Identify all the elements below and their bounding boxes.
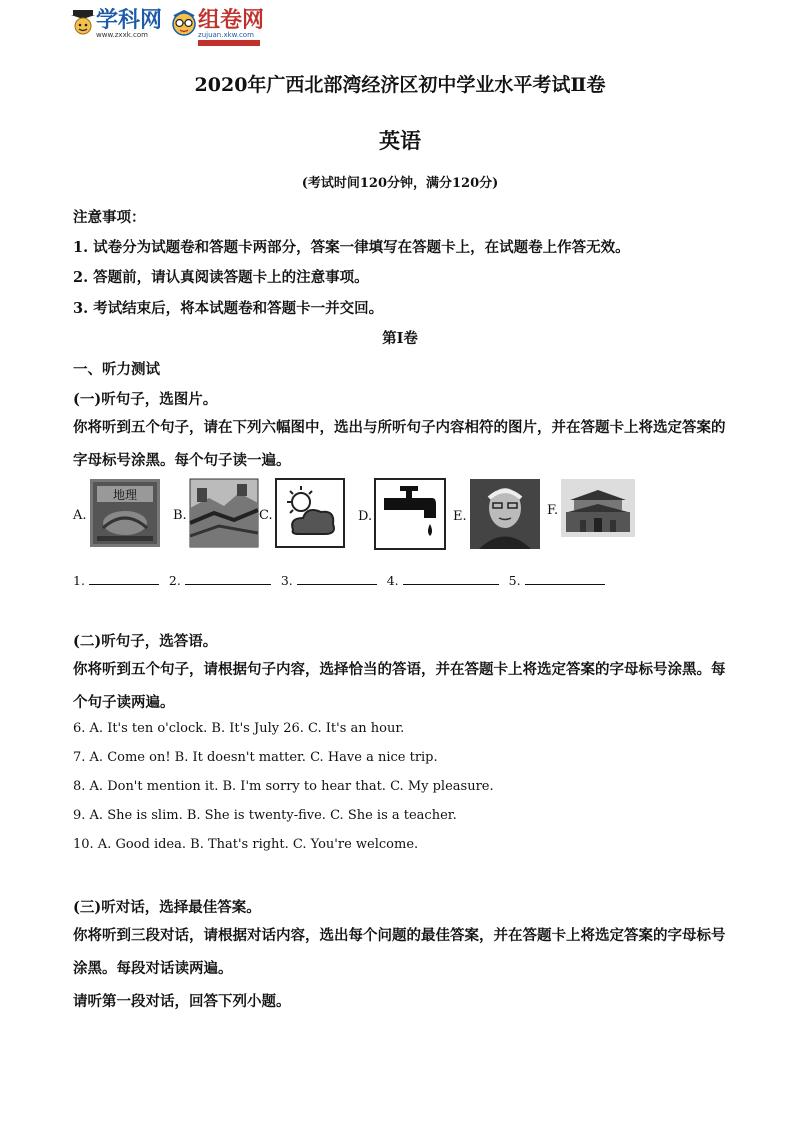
zxxk-logo-text: 学科网 <box>96 8 163 33</box>
answer-blank-5[interactable]: 5. <box>509 572 605 588</box>
part3-instructions: 你将听到三段对话，请根据对话内容，选出每个问题的最佳答案，并在答题卡上将选定答案的字母标号涂黑。每段对话读两遍。 <box>73 927 726 977</box>
picture-option-a[interactable] <box>73 478 161 548</box>
volume-title: 第I卷 <box>382 330 418 347</box>
question-9: 9. A. She is slim. B. She is twenty-five. C. She is a teacher. <box>73 808 457 823</box>
zujuan-logo-url: zujuan.xkw.com <box>198 31 254 39</box>
zxxk-logo[interactable] <box>70 8 162 39</box>
great-wall-icon <box>189 478 259 548</box>
question-7: 7. A. Come on! B. It doesn't matter. C. Have a nice trip. <box>73 750 438 765</box>
part1-instructions: 你将听到五个句子，请在下列六幅图中，选出与所听句子内容相符的图片，并在答题卡上将选定答案的字母标号涂黑。每个句子读一遍。 <box>73 419 726 469</box>
exam-subject: 英语 <box>379 128 421 153</box>
picture-label: B. <box>173 507 187 523</box>
picture-label: A. <box>73 507 87 523</box>
zujuan-logo-band <box>198 40 260 46</box>
old-man-portrait-icon <box>469 478 541 550</box>
picture-label: D. <box>358 508 373 524</box>
notes-heading: 注意事项： <box>73 209 146 226</box>
zxxk-logo-url: www.zxxk.com <box>96 31 148 39</box>
answer-blanks <box>73 572 611 588</box>
header-logos <box>70 8 264 46</box>
glasses-mascot-icon <box>170 8 198 38</box>
geography-book-icon <box>89 478 161 548</box>
picture-options <box>73 478 713 560</box>
tiananmen-icon <box>560 478 636 538</box>
sun-cloud-icon <box>275 478 345 548</box>
part3-sub: 请听第一段对话，回答下列小题。 <box>73 993 291 1010</box>
note-item: 1. 试卷分为试题卷和答题卡两部分，答案一律填写在答题卡上，在试题卷上作答无效。 <box>73 239 630 256</box>
book-caption: 地理 <box>112 488 137 502</box>
part2-instructions: 你将听到五个句子，请根据句子内容，选择恰当的答语，并在答题卡上将选定答案的字母标号涂黑。每个句子读两遍。 <box>73 661 726 711</box>
picture-option-b[interactable] <box>173 478 259 548</box>
picture-option-e[interactable] <box>453 478 541 550</box>
exam-info: (考试时间120分钟，满分120分) <box>301 176 499 191</box>
picture-label: F. <box>547 502 559 518</box>
answer-blank-2[interactable]: 2. <box>169 572 271 588</box>
part3-title: (三)听对话，选择最佳答案。 <box>73 899 261 916</box>
graduate-mascot-icon <box>70 8 96 38</box>
note-item: 2. 答题前，请认真阅读答题卡上的注意事项。 <box>73 269 369 286</box>
water-tap-icon <box>374 478 446 550</box>
part2-title: (二)听句子，选答语。 <box>73 633 218 650</box>
picture-option-f[interactable] <box>547 478 636 538</box>
question-10: 10. A. Good idea. B. That's right. C. You're welcome. <box>73 837 419 852</box>
picture-option-d[interactable] <box>358 478 446 550</box>
zujuan-logo-text: 组卷网 <box>198 8 265 33</box>
answer-blank-4[interactable]: 4. <box>387 572 499 588</box>
zujuan-logo[interactable] <box>170 8 264 46</box>
exam-title: 2020年广西北部湾经济区初中学业水平考试Ⅱ卷 <box>194 74 606 96</box>
question-6: 6. A. It's ten o'clock. B. It's July 26. C. It's an hour. <box>73 721 405 736</box>
part1-title: (一)听句子，选图片。 <box>73 391 218 408</box>
section-title: 一、听力测试 <box>73 361 160 378</box>
picture-label: E. <box>453 508 467 524</box>
answer-blank-1[interactable]: 1. <box>73 572 159 588</box>
picture-option-c[interactable] <box>259 478 345 548</box>
note-item: 3. 考试结束后，将本试题卷和答题卡一并交回。 <box>73 300 384 317</box>
picture-label: C. <box>259 507 273 523</box>
answer-blank-3[interactable]: 3. <box>281 572 377 588</box>
question-8: 8. A. Don't mention it. B. I'm sorry to hear that. C. My pleasure. <box>73 779 494 794</box>
